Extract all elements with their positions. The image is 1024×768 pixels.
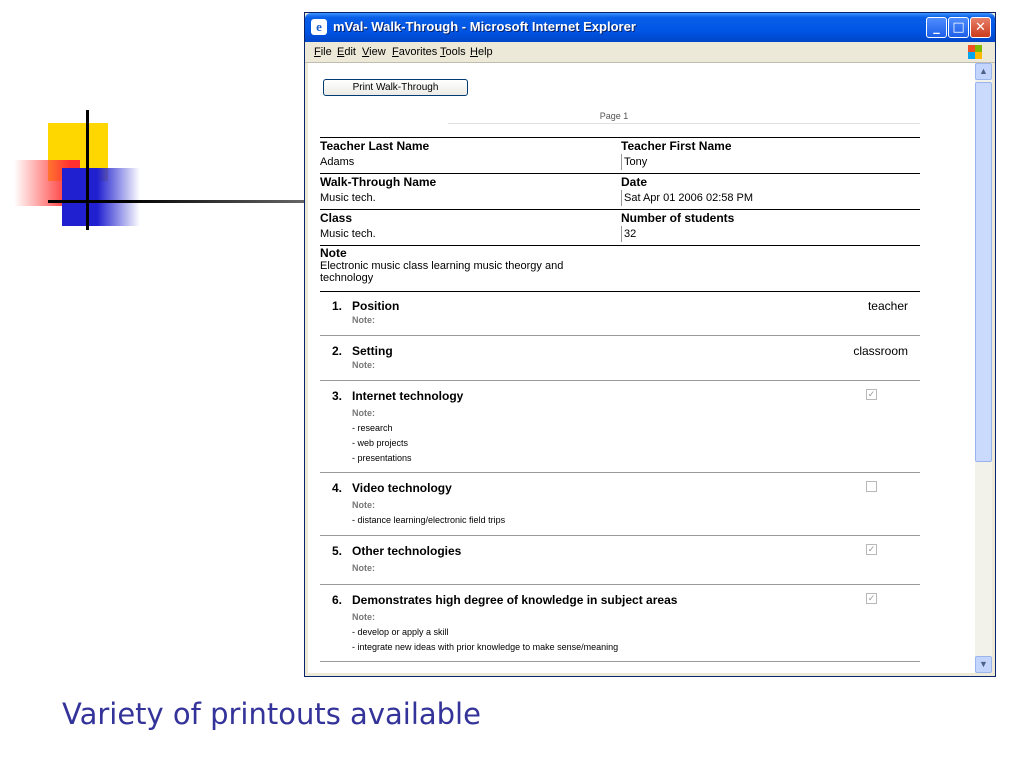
item-number: 1.: [332, 299, 343, 313]
item-note-label: Note:: [352, 500, 375, 510]
item-title: Internet technology: [352, 389, 464, 403]
checked-checkbox-icon: ✓: [867, 389, 876, 399]
item-number: 4.: [332, 481, 343, 495]
close-button[interactable]: ✕: [970, 17, 991, 38]
note-row: [320, 245, 920, 292]
teacher-first-name-label: Teacher First Name: [621, 138, 921, 154]
note-line: - integrate new ideas with prior knowledge to make sense/meaning: [352, 642, 619, 652]
walkthrough-row: [320, 173, 920, 210]
students-label: Number of students: [621, 210, 921, 226]
decoration-blue-square: [62, 168, 140, 226]
scroll-up-icon[interactable]: ▲: [975, 63, 992, 80]
note-line: - presentations: [352, 453, 412, 463]
window-title: mVal- Walk-Through - Microsoft Internet Explorer: [333, 19, 636, 34]
maximize-button[interactable]: □: [948, 17, 969, 38]
walkthrough-name-label: Walk-Through Name: [320, 175, 437, 189]
menu-help[interactable]: Help: [470, 46, 493, 58]
note-line: - research: [352, 423, 393, 433]
page-divider: [448, 123, 920, 124]
item-number: 3.: [332, 389, 343, 403]
item-note-lines: [352, 625, 618, 655]
decoration-vertical-line: [86, 110, 89, 230]
note-line: - develop or apply a skill: [352, 627, 449, 637]
students-value: 32: [624, 228, 637, 240]
walkthrough-name-value: Music tech.: [320, 192, 376, 204]
title-bar[interactable]: [305, 13, 995, 42]
menu-tools[interactable]: Tools: [440, 46, 466, 58]
note-line: - distance learning/electronic field trips: [352, 515, 506, 525]
item-note-label: Note:: [352, 360, 375, 370]
item-number: 5.: [332, 544, 343, 558]
teacher-last-name-value: Adams: [320, 156, 355, 168]
slide-caption: Variety of printouts available: [62, 697, 481, 731]
minimize-button[interactable]: _: [926, 17, 947, 38]
ie-app-icon: e: [311, 19, 327, 35]
list-item: [320, 585, 920, 662]
item-note-label: Note:: [352, 408, 375, 418]
browser-window: [305, 13, 995, 676]
page-number: Page 1: [599, 111, 629, 121]
menu-favorites[interactable]: Favorites: [392, 46, 438, 58]
decoration-horizontal-line: [48, 200, 305, 203]
scroll-down-icon[interactable]: ▼: [975, 656, 992, 673]
item-note-label: Note:: [352, 612, 375, 622]
item-title: Other technologies: [352, 544, 462, 558]
item-title: Position: [352, 299, 400, 313]
item-number: 6.: [332, 593, 343, 607]
list-item: [320, 536, 920, 585]
menu-file[interactable]: File: [314, 46, 332, 58]
item-note-lines: [352, 513, 505, 528]
item-value: classroom: [853, 344, 908, 358]
list-item: [320, 291, 920, 336]
checked-checkbox-icon: ✓: [867, 544, 876, 554]
print-walkthrough-button[interactable]: Print Walk-Through: [323, 79, 468, 96]
item-title: Setting: [352, 344, 393, 358]
class-label: Class: [320, 211, 353, 225]
item-note-lines: [352, 421, 412, 466]
teacher-name-row: [320, 137, 920, 174]
note-line: - web projects: [352, 438, 409, 448]
windows-logo-icon: [967, 44, 983, 60]
teacher-last-name-label: Teacher Last Name: [320, 139, 430, 153]
class-row: [320, 209, 920, 246]
unchecked-checkbox-icon: [866, 481, 877, 492]
list-item: [320, 473, 920, 536]
item-title: Demonstrates high degree of knowledge in subject areas: [352, 593, 678, 607]
menu-bar: [305, 42, 995, 63]
teacher-first-name-value: Tony: [624, 156, 648, 168]
menu-view[interactable]: View: [362, 46, 386, 58]
vertical-scrollbar[interactable]: [975, 63, 992, 673]
page-viewport: [308, 63, 975, 673]
checked-checkbox-icon: ✓: [867, 593, 876, 603]
date-value: Sat Apr 01 2006 02:58 PM: [624, 192, 754, 204]
menu-edit[interactable]: Edit: [337, 46, 356, 58]
date-label: Date: [621, 174, 921, 190]
class-value: Music tech.: [320, 228, 376, 240]
item-note-label: Note:: [352, 315, 375, 325]
note-label: Note: [320, 246, 347, 260]
item-note-label: Note:: [352, 563, 375, 573]
note-value: Electronic music class learning music theorgy and technology: [320, 260, 564, 284]
scroll-thumb[interactable]: [975, 82, 992, 462]
item-number: 2.: [332, 344, 343, 358]
list-item: [320, 381, 920, 473]
list-item: [320, 336, 920, 381]
item-title: Video technology: [352, 481, 452, 495]
item-value: teacher: [867, 299, 908, 313]
